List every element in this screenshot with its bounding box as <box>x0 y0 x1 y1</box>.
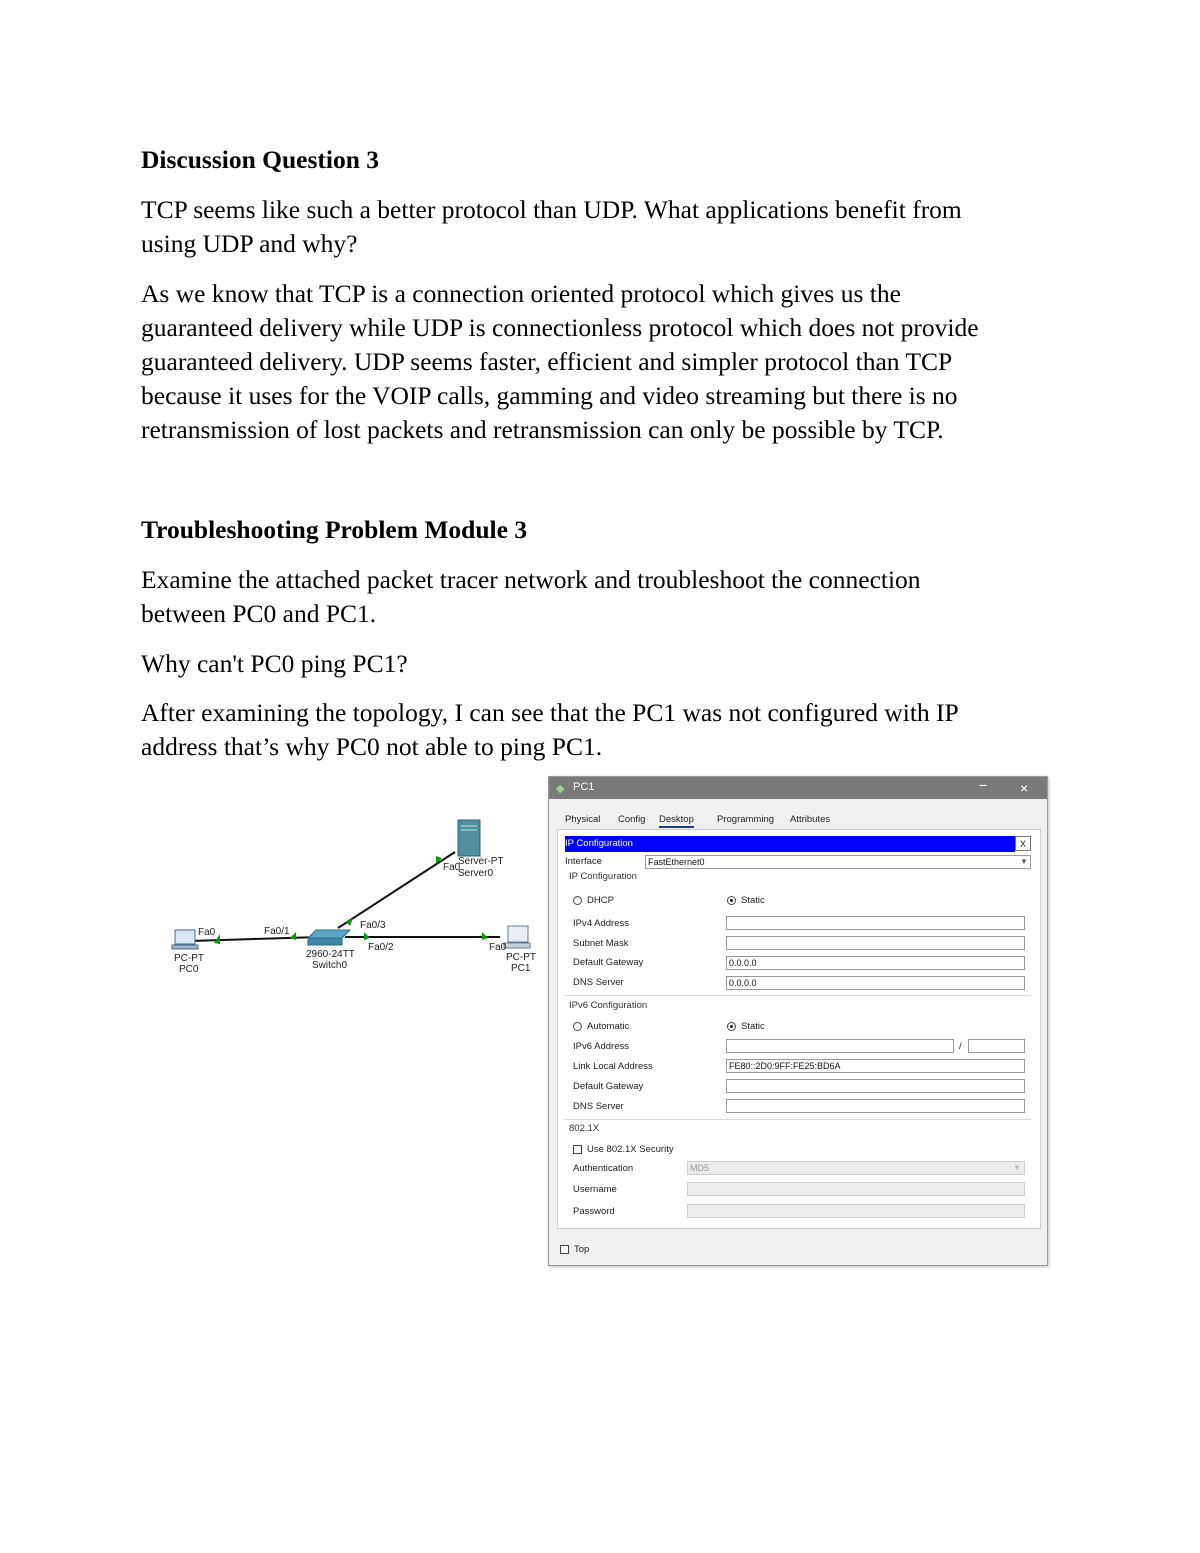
ipv6-section-title: IPv6 Configuration <box>569 1000 648 1011</box>
pc0-name-label: PC0 <box>179 964 199 975</box>
pc1-icon[interactable] <box>504 926 530 948</box>
ip-config-title: IP Configuration <box>565 838 633 849</box>
tab-attributes[interactable]: Attributes <box>790 814 831 825</box>
ipv6-static-radio[interactable] <box>727 1022 736 1031</box>
heading-discussion: Discussion Question 3 <box>141 145 380 174</box>
ipv6-dns-input[interactable] <box>726 1099 1025 1113</box>
use-8021x-checkbox[interactable] <box>573 1145 582 1154</box>
chevron-down-icon: ▼ <box>1020 857 1028 866</box>
ipv6-static-label: Static <box>741 1021 765 1032</box>
interface-label: Interface <box>565 856 602 867</box>
question-line-1: TCP seems like such a better protocol than UDP. What applications benefit from <box>141 195 962 224</box>
tab-programming[interactable]: Programming <box>717 814 775 825</box>
ipv6-gateway-input[interactable] <box>726 1079 1025 1093</box>
pc1-window <box>548 776 1048 1266</box>
default-gateway-input[interactable]: 0.0.0.0 <box>726 956 1025 970</box>
ipv6-automatic-radio[interactable] <box>573 1022 582 1031</box>
ipv6-automatic-label: Automatic <box>587 1021 630 1032</box>
interface-select[interactable] <box>645 855 1031 869</box>
default-gateway-label: Default Gateway <box>573 957 644 968</box>
dot1x-section-title: 802.1X <box>569 1123 600 1134</box>
link-local-input[interactable]: FE80::2D0:9FF:FE25:BD6A <box>726 1059 1025 1073</box>
authentication-label: Authentication <box>573 1163 634 1174</box>
pc1-port-label: Fa0 <box>489 942 507 953</box>
dot1x-divider <box>565 1119 1031 1120</box>
subnet-mask-label: Subnet Mask <box>573 938 629 949</box>
ipv4-address-label: IPv4 Address <box>573 918 629 929</box>
ipv6-gateway-label: Default Gateway <box>573 1081 644 1092</box>
server-port-label: Fa0 <box>443 862 461 873</box>
interface-value: FastEthernet0 <box>648 857 705 867</box>
dns-server-label: DNS Server <box>573 977 624 988</box>
heading-troubleshooting: Troubleshooting Problem Module 3 <box>141 515 528 544</box>
answer-line-1: As we know that TCP is a connection oriented protocol which gives us the <box>141 279 901 308</box>
window-title: PC1 <box>573 781 595 793</box>
ipv4-address-input[interactable] <box>726 916 1025 930</box>
app-icon: ◆ <box>556 783 565 795</box>
link-switch-server <box>338 852 455 928</box>
answer-line-3: guaranteed delivery. UDP seems faster, efficient and simpler protocol than TCP <box>141 347 953 376</box>
authentication-select[interactable] <box>687 1161 1025 1175</box>
ipv6-divider <box>565 995 1031 996</box>
switch-icon[interactable] <box>308 930 350 945</box>
password-input[interactable] <box>687 1204 1025 1218</box>
task-line-1: Examine the attached packet tracer network and troubleshoot the connection <box>141 565 921 594</box>
switch-port-fa03: Fa0/3 <box>360 920 386 931</box>
dhcp-label: DHCP <box>587 895 614 906</box>
switch-port-fa01: Fa0/1 <box>264 926 290 937</box>
finding-line-1: After examining the topology, I can see that the PC1 was not configured with IP <box>141 698 959 727</box>
answer-line-2: guaranteed delivery while UDP is connectionless protocol which does not provide <box>141 313 979 342</box>
pc0-port-label: Fa0 <box>198 927 216 938</box>
static-label: Static <box>741 895 765 906</box>
auth-chevron-down-icon: ▼ <box>1013 1163 1021 1172</box>
ipv6-address-input[interactable] <box>726 1039 954 1053</box>
authentication-value: MD5 <box>690 1163 710 1173</box>
tab-desktop[interactable]: Desktop <box>659 814 694 828</box>
switch-model-label: 2960-24TT <box>306 949 355 960</box>
dhcp-radio[interactable] <box>573 896 582 905</box>
pc1-model-label: PC-PT <box>506 952 536 963</box>
password-label: Password <box>573 1206 615 1217</box>
finding-line-2: address that’s why PC0 not able to ping PC1. <box>141 732 603 761</box>
network-topology <box>160 810 550 1000</box>
ipv4-section-title: IP Configuration <box>569 871 637 882</box>
answer-line-5: retransmission of lost packets and retransmission can only be possible by TCP. <box>141 415 944 444</box>
ip-config-header <box>565 836 1015 852</box>
dns-server-input[interactable]: 0.0.0.0 <box>726 976 1025 990</box>
server-icon[interactable] <box>458 820 480 856</box>
subnet-mask-input[interactable] <box>726 936 1025 950</box>
minimize-button[interactable]: − <box>979 777 988 793</box>
server-model-label: Server-PT <box>458 856 504 867</box>
switch-port-fa02: Fa0/2 <box>368 942 394 953</box>
top-checkbox[interactable] <box>560 1245 569 1254</box>
question-line-2: using UDP and why? <box>141 229 358 258</box>
ip-config-close-button[interactable]: X <box>1015 836 1031 851</box>
pc0-model-label: PC-PT <box>174 953 204 964</box>
use-8021x-label: Use 802.1X Security <box>587 1144 674 1155</box>
pc1-name-label: PC1 <box>511 963 531 974</box>
tab-physical[interactable]: Physical <box>565 814 601 825</box>
answer-line-4: because it uses for the VOIP calls, gamming and video streaming but there is no <box>141 381 958 410</box>
server-name-label: Server0 <box>458 868 494 879</box>
top-label: Top <box>574 1244 590 1255</box>
ipv6-prefix-input[interactable] <box>968 1039 1025 1053</box>
ping-question: Why can't PC0 ping PC1? <box>141 649 408 678</box>
ipv6-prefix-separator: / <box>959 1041 962 1052</box>
ipv6-dns-label: DNS Server <box>573 1101 624 1112</box>
close-button[interactable]: × <box>1020 780 1029 796</box>
switch-name-label: Switch0 <box>312 960 348 971</box>
tab-config[interactable]: Config <box>618 814 646 825</box>
static-radio[interactable] <box>727 896 736 905</box>
pc0-icon[interactable] <box>172 930 198 949</box>
link-local-label: Link Local Address <box>573 1061 653 1072</box>
window-titlebar[interactable] <box>549 777 1047 799</box>
username-input[interactable] <box>687 1182 1025 1196</box>
link-status-sw-p3 <box>346 918 353 926</box>
task-line-2: between PC0 and PC1. <box>141 599 377 628</box>
username-label: Username <box>573 1184 617 1195</box>
ipv6-address-label: IPv6 Address <box>573 1041 629 1052</box>
